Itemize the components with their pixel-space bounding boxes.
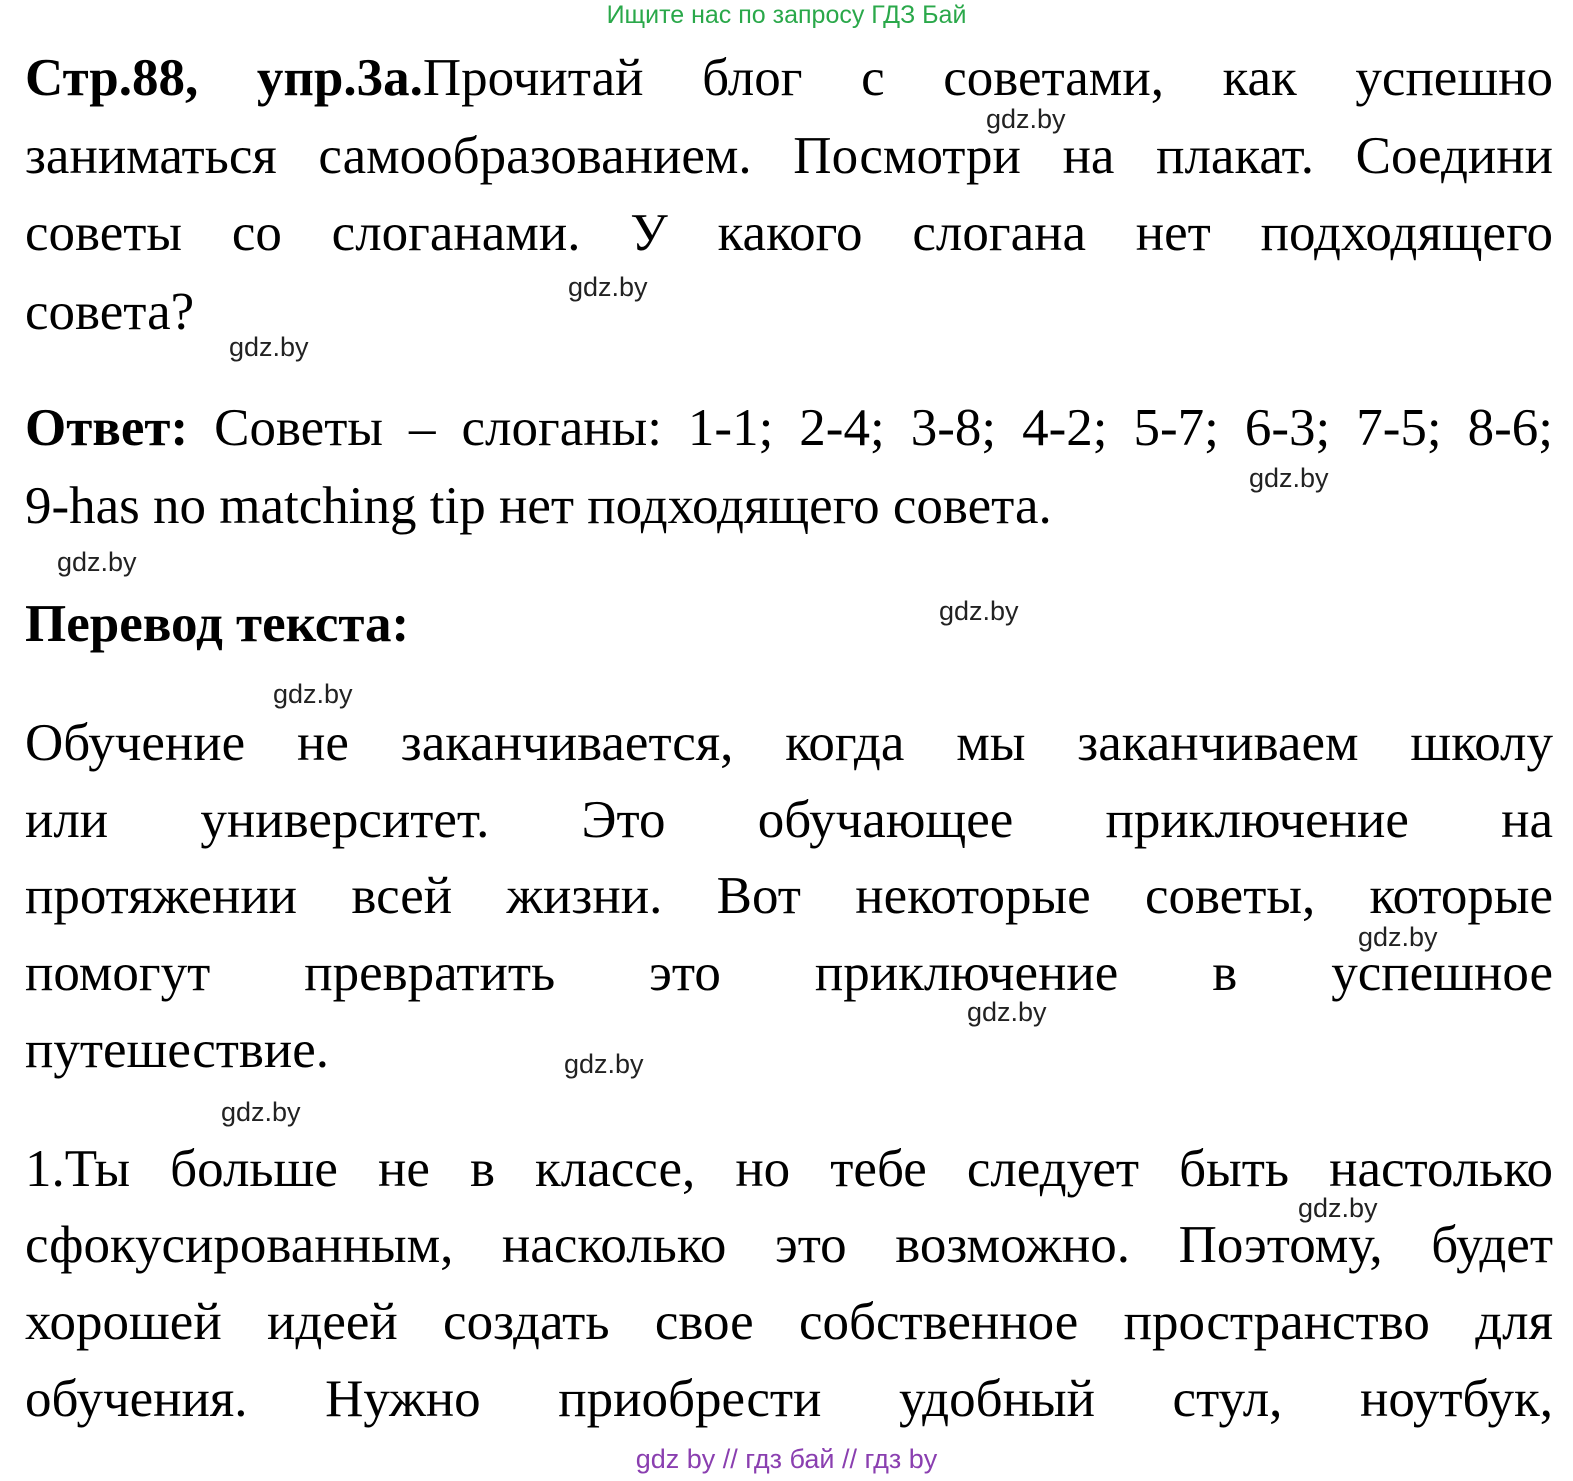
paragraph1-line-3: протяжении всей жизни. Вот некоторые советы, которые xyxy=(25,867,1553,925)
answer-line-1 xyxy=(25,398,1553,458)
paragraph2-line-1: 1.Ты больше не в классе, но тебе следует быть настолько xyxy=(25,1140,1553,1198)
watermark: gdz.by xyxy=(1298,1193,1378,1223)
watermark: gdz.by xyxy=(1358,922,1438,952)
watermark: gdz.by xyxy=(1249,463,1329,493)
task-line-2: заниматься самообразованием. Посмотри на плакат. Соедини xyxy=(25,127,1553,185)
paragraph2-line-3: хорошей идеей создать свое собственное пространство для xyxy=(25,1293,1553,1351)
answer-text: Советы – слоганы: 1-1; 2-4; 3-8; 4-2; 5-7; 6-3; 7-5; 8-6; xyxy=(188,399,1553,457)
paragraph2-line-2: сфокусированным, насколько это возможно. Поэтому, будет xyxy=(25,1216,1553,1274)
watermark: gdz.by xyxy=(568,272,648,302)
translation-heading: Перевод текста: xyxy=(25,595,410,653)
task-text-1: Прочитай блог с советами, как успешно xyxy=(422,49,1554,107)
task-line-3: советы со слоганами. У какого слогана нет подходящего xyxy=(25,204,1553,262)
task-label: Стр.88, упр.3а. xyxy=(25,49,423,107)
paragraph1-line-1: Обучение не заканчивается, когда мы заканчиваем школу xyxy=(25,714,1553,772)
watermark: gdz.by xyxy=(57,547,137,577)
footer-links: gdz by // гдз бай // гдз by xyxy=(635,1444,938,1474)
task-line-1 xyxy=(25,48,1553,108)
watermark: gdz.by xyxy=(939,596,1019,626)
watermark: gdz.by xyxy=(564,1049,644,1079)
watermark: gdz.by xyxy=(967,997,1047,1027)
paragraph1-line-4: помогут превратить это приключение в успешное xyxy=(25,944,1553,1002)
paragraph1-line-2: или университет. Это обучающее приключение на xyxy=(25,791,1553,849)
answer-line-2: 9-has no matching tip нет подходящего совета. xyxy=(25,477,1052,535)
top-banner: Ищите нас по запросу ГДЗ Бай xyxy=(606,1,967,29)
watermark: gdz.by xyxy=(229,332,309,362)
watermark: gdz.by xyxy=(221,1097,301,1127)
answer-label: Ответ: xyxy=(25,399,189,457)
paragraph2-line-4: обучения. Нужно приобрести удобный стул, ноутбук, xyxy=(25,1370,1553,1428)
watermark: gdz.by xyxy=(986,104,1066,134)
paragraph1-line-5: путешествие. xyxy=(25,1021,330,1079)
watermark: gdz.by xyxy=(273,679,353,709)
task-line-4: совета? xyxy=(25,283,195,341)
